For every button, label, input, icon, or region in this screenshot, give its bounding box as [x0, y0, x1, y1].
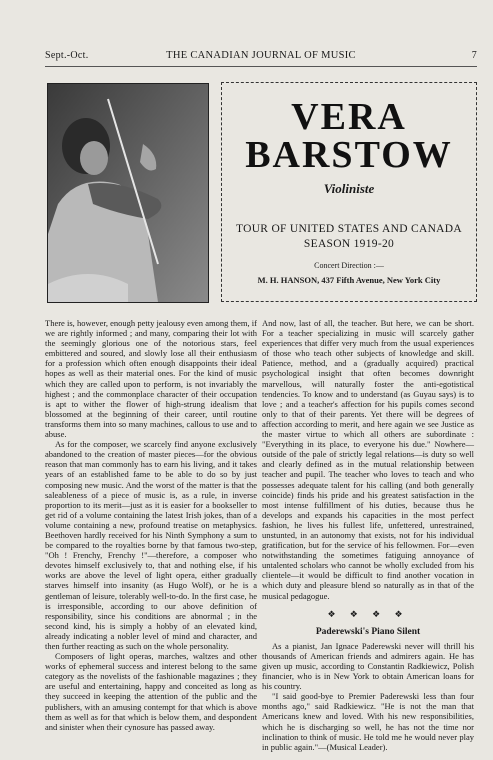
header-rule — [45, 66, 477, 67]
concert-advertisement — [221, 82, 477, 302]
journal-title: THE CANADIAN JOURNAL OF MUSIC — [166, 50, 356, 61]
left-column — [45, 318, 257, 732]
artist-role: Violiniste — [323, 181, 375, 196]
section-divider: ❖ ❖ ❖ ❖ — [327, 608, 409, 619]
tour-season: SEASON 1919-20 — [303, 238, 395, 250]
paragraph: As for the composer, we scarcely find anyone exclusively abandoned to the creation of master pieces—for the obvious reason that man commonly has to earn his living, and it takes years of an established fame to be able to do so by just composing new music. And the worst of the matter is that the saleableness of a piece of music is, as a rule, in inverse proportion to its merit—just as it is easier for a bookseller to get rid of a volume containing the latest Irish jokes, than of a volume containing a new, profound treatise on metaphysics. Beethoven hardly received for his Ninth Symphony a sum to be compared to the royalties borne by that famous two-step, "Oh ! Frenchy, Frenchy !"—therefore, a composer who devotes himself exclusively to, that and nothing else, if his works are above the level of light opera, either gradually starves himself into insanity (as Hugo Wolf), or he is a gentleman of leisure, tolerably well-to-do. In the first case, he is irresponsible, according to our above definition of responsibility, since his conditions are abnormal ; in the second kind, his is simply a hobby of an elevated kind, already indicating a nobler level of mind and character, and then further reacting as such on the whole personality. — [45, 439, 257, 651]
article-title: Paderewski's Piano Silent — [315, 626, 421, 637]
issue-date: Sept.-Oct. — [45, 50, 89, 61]
violinist-photo — [47, 83, 209, 303]
running-header — [45, 50, 477, 64]
manager-address: M. H. HANSON, 437 Fifth Avenue, New York City — [257, 275, 441, 285]
page-number: 7 — [471, 50, 477, 61]
paragraph: As a pianist, Jan Ignace Paderewski never will thrill his thousands of American friends and admirers again. He has given up music, according to Constantin Radkiewicz, Polish financier, who is in New York to obtain American loans for his country. — [262, 640, 474, 692]
right-column — [262, 318, 474, 752]
paragraph: And now, last of all, the teacher. But here, we can be short. For a teacher specializing in music will scarcely gather experiences that differ very much from the usual experiences of those who teach other subjects of knowledge and skill. Patience, method, and a (gradually acquired) practical psychological insight that often becomes downright marvellous, will naturally foster the anti-egotistical tendencies. To know and to understand (as Guyau says) is to love ; and a teacher's affection for his pupils comes second only to that of their parents. Yet there will be degrees of affection according to merit, and here again we see Justice as the master virtue to which all others are subordinate : "Everything in its place, to everyone his due." Nowhere—outside of the pale of strictly legal relations—is duty so well and clearly defined as in the mutual relationship between teacher and pupil. The teacher who loves to teach and who possesses adequate talent for his calling (and both generally coincide) finds his pride and his greatest satisfaction in the most intense fulfillment of his duties, because thus he develops and expands his capacities in the most perfect fashion, he lives his fullest life, unfettered, unrestrained, unstunted, in an autonomy that exists, not for his individual gratification, but for the service of his fellowmen. For—even notwithstanding the sometimes fatiguing annoyance of untalented scholars who cannot be wholly excluded from his clientele—it would be difficult to find another vocation in which duty and pleasure blend so naturally as in that of the musical pedagogue. — [262, 318, 474, 601]
artist-last-name: BARSTOW — [245, 134, 453, 176]
tour-title: TOUR OF UNITED STATES AND CANADA — [235, 223, 463, 235]
concert-direction-label: Concert Direction :— — [314, 261, 384, 270]
artist-first-name: VERA — [291, 96, 407, 138]
paragraph: Composers of light operas, marches, waltzes and other works of ephemeral success and interest belong to the same category as the novelists of the fashionable magazines ; they are useful and entertaining, happy and conceited as long as they succeed in keeping the attention of the public and the publishers, with an amusing contempt for that which is above them as well as for that which is below them, and despondent and sinister when their cynosure has passed away. — [45, 651, 257, 732]
paragraph: There is, however, enough petty jealousy even among them, if we are rightly informed ; and many, comparing their lot with the seemingly glorious one of the notorious stars, feel embittered and soured, and slowly lose all their enthusiasm for a profession which often enough disappoints their ideal hopes as well as their material ones. For the kind of music which they are called upon to perform, is not invariably the highest ; and the commonplace character of their occupation is apt to wither the flower of high-strung idealism that blossomed at the beginning of their career, until routine transforms them into so many machines, callous to use and to abuse. — [45, 318, 257, 440]
paragraph: "I said good-bye to Premier Paderewski less than four months ago," said Radkiewicz. "He is not the man that Americans knew and loved. With his new responsibilities, which he is discharging so well, he has not the time nor inclination to think of music. He told me he would never play in public again."—(Musical Leader). — [262, 691, 474, 752]
